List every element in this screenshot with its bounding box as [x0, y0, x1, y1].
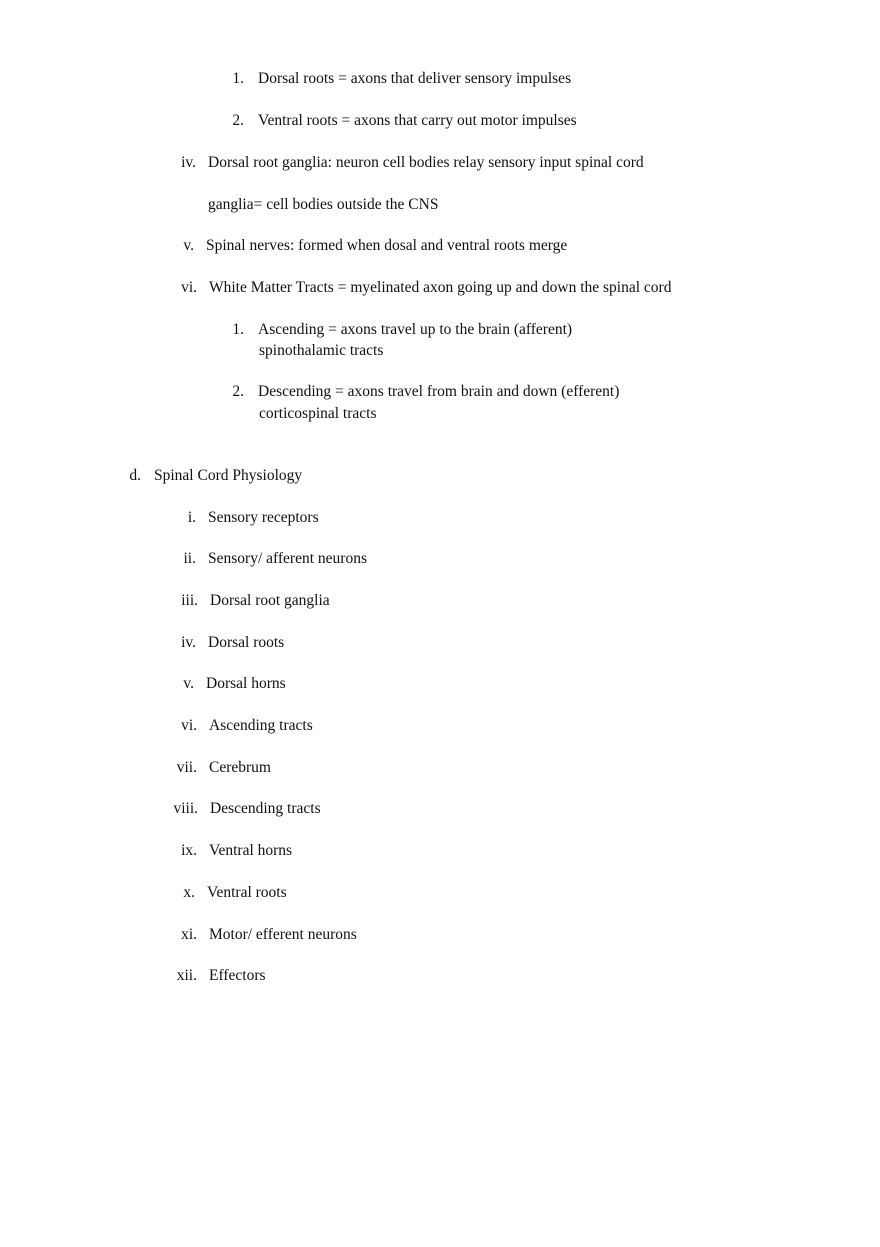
list-marker: 2.: [232, 383, 244, 400]
list-marker: ix.: [181, 842, 197, 859]
list-item-text: Descending tracts: [210, 800, 321, 817]
list-marker: v.: [183, 237, 194, 254]
list-item-text: Dorsal root ganglia: [210, 592, 330, 609]
list-item-text: Cerebrum: [209, 759, 271, 776]
list-item-text: Sensory/ afferent neurons: [208, 550, 367, 567]
list-marker: 1.: [232, 321, 244, 338]
list-item-text: Ascending = axons travel up to the brain (afferent): [258, 321, 573, 338]
list-item-text: Ventral roots = axons that carry out motor impulses: [258, 112, 577, 129]
list-item-text: Ventral roots: [207, 884, 287, 901]
list-marker: iv.: [181, 154, 196, 171]
list-item-text: Motor/ efferent neurons: [209, 926, 357, 943]
list-item-text: Effectors: [209, 967, 266, 984]
list-marker: vi.: [181, 717, 197, 734]
list-item-text: Dorsal roots = axons that deliver sensory impulses: [258, 70, 572, 87]
list-item-text: spinothalamic tracts: [259, 342, 384, 359]
list-marker: x.: [183, 884, 195, 901]
list-marker: iv.: [181, 634, 196, 651]
list-marker: viii.: [173, 800, 198, 817]
list-marker: 2.: [232, 112, 244, 129]
list-marker: xii.: [176, 967, 197, 984]
list-item-text: White Matter Tracts = myelinated axon going up and down the spinal cord: [209, 279, 672, 296]
list-item-text: Dorsal root ganglia: neuron cell bodies relay sensory input spinal cord: [208, 154, 644, 171]
list-marker: i.: [187, 509, 196, 526]
section-title: Spinal Cord Physiology: [154, 467, 303, 484]
list-item-text: ganglia= cell bodies outside the CNS: [208, 196, 439, 213]
list-item-text: Spinal nerves: formed when dosal and ventral roots merge: [206, 237, 568, 254]
list-item-text: Ventral horns: [209, 842, 293, 859]
list-marker: v.: [183, 675, 194, 692]
list-item-text: Ascending tracts: [209, 717, 313, 734]
list-item-text: corticospinal tracts: [259, 405, 377, 422]
list-marker: iii.: [181, 592, 198, 609]
list-marker: vii.: [176, 759, 197, 776]
list-marker: ii.: [183, 550, 196, 567]
list-item-text: Descending = axons travel from brain and down (efferent): [258, 383, 620, 400]
list-item-text: Dorsal roots: [208, 634, 285, 651]
list-item-text: Dorsal horns: [206, 675, 286, 692]
list-item-text: Sensory receptors: [208, 509, 319, 526]
list-marker: xi.: [181, 926, 197, 943]
list-marker: 1.: [232, 70, 244, 87]
list-marker: vi.: [181, 279, 197, 296]
section-marker: d.: [129, 467, 141, 484]
